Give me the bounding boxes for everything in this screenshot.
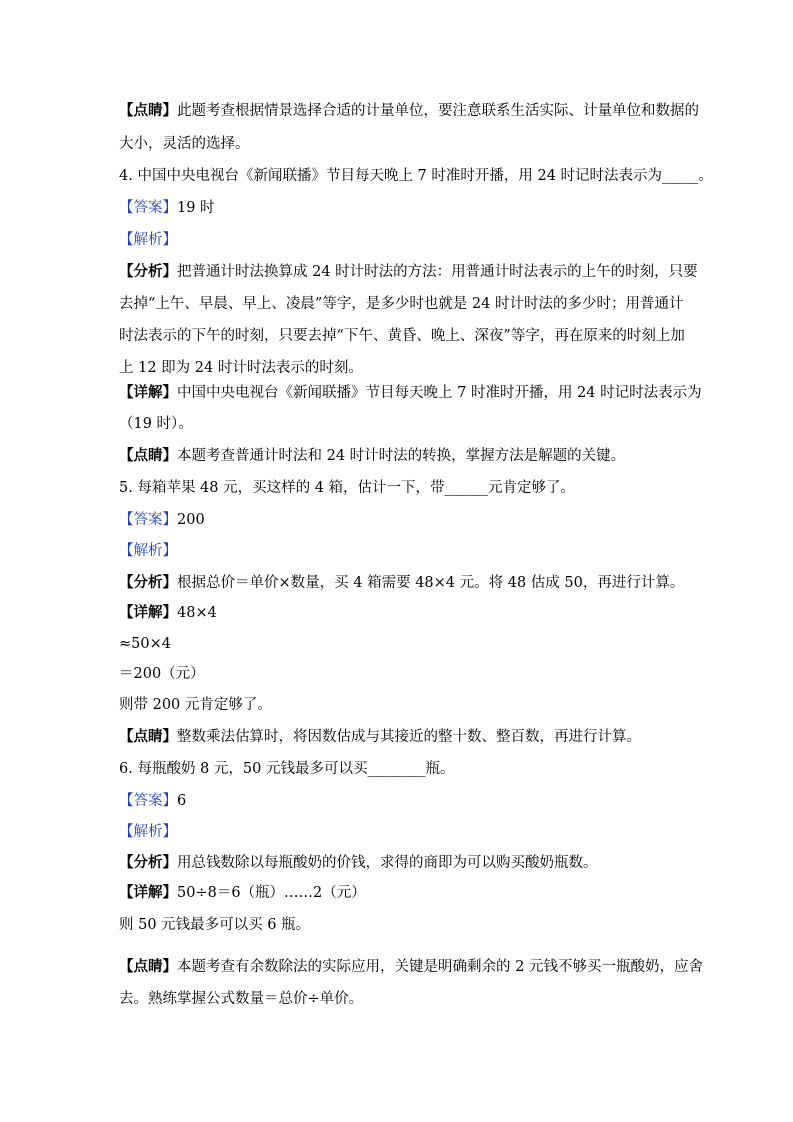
xiangjie-text: 中国中央电视台《新闻联播》节目每天晚上 7 时准时开播，用 24 时记时法表示为 bbox=[177, 385, 702, 401]
dianjing-tag: 【点睛】 bbox=[119, 728, 177, 745]
dianjing-text: 整数乘法估算时，将因数估成与其接近的整十数、整百数，再进行计算。 bbox=[177, 729, 641, 745]
q5-analysis-tag bbox=[119, 541, 679, 561]
q5-xiangjie-line1 bbox=[119, 603, 679, 623]
fenxi-text: 把普通计时法换算成 24 时计时法的方法：用普通计时法表示的上午的时刻，只要 bbox=[177, 264, 698, 280]
dianjing-text: 本题考查有余数除法的实际应用，关键是明确剩余的 2 元钱不够买一瓶酸奶，应舍 bbox=[177, 959, 703, 975]
analysis-tag: 【解析】 bbox=[119, 232, 177, 248]
q4-dianjing bbox=[119, 446, 679, 466]
q5-xiangjie-line3: ＝200（元） bbox=[119, 666, 205, 682]
q6-dianjing-line1 bbox=[119, 957, 703, 977]
answer-text: 19 时 bbox=[177, 200, 215, 216]
xiangjie-text: 50÷8＝6（瓶）……2（元） bbox=[177, 885, 366, 901]
q6-fenxi bbox=[119, 853, 679, 873]
fenxi-tag: 【分析】 bbox=[119, 263, 177, 280]
q5-fenxi bbox=[119, 573, 685, 593]
fenxi-tag: 【分析】 bbox=[119, 574, 177, 591]
fenxi-text: 用总钱数除以每瓶酸奶的价钱，求得的商即为可以购买酸奶瓶数。 bbox=[177, 855, 598, 871]
q4-question: 4. 中国中央电视台《新闻联播》节目每天晚上 7 时准时开播，用 24 时记时法表示为_____。 bbox=[119, 168, 713, 184]
answer-text: 6 bbox=[177, 793, 187, 809]
dianjing-tag: 【点睛】 bbox=[119, 447, 177, 464]
q6-answer bbox=[119, 791, 679, 811]
q5-dianjing bbox=[119, 727, 679, 747]
q4-fenxi-line1 bbox=[119, 262, 698, 282]
p0-dianjing-line1 bbox=[119, 101, 699, 121]
q5-answer bbox=[119, 510, 679, 530]
q4-xiangjie-line2: （19 时）。 bbox=[119, 416, 193, 432]
q5-xiangjie-line2: ≈50×4 bbox=[119, 636, 171, 652]
q5-xiangjie-line4: 则带 200 元肯定够了。 bbox=[119, 697, 272, 713]
q6-xiangjie-line1 bbox=[119, 883, 679, 903]
fenxi-tag: 【分析】 bbox=[119, 854, 177, 871]
q4-fenxi-line4: 上 12 即为 24 时计时法表示的时刻。 bbox=[119, 360, 363, 376]
q4-fenxi-line2: 去掉“上午、早晨、早上、凌晨”等字，是多少时也就是 24 时计时法的多少时；用普通计 bbox=[119, 296, 684, 312]
analysis-tag: 【解析】 bbox=[119, 543, 177, 559]
answer-text: 200 bbox=[177, 512, 205, 528]
xiangjie-tag: 【详解】 bbox=[119, 384, 177, 401]
dianjing-tag: 【点睛】 bbox=[119, 958, 177, 975]
q4-analysis-tag bbox=[119, 230, 679, 250]
dianjing-text: 本题考查普通计时法和 24 时计时法的转换，掌握方法是解题的关键。 bbox=[177, 448, 626, 464]
q4-xiangjie-line1 bbox=[119, 383, 702, 403]
q4-fenxi-line3: 时法表示的下午的时刻，只要去掉“下午、黄昏、晚上、深夜”等字，再在原来的时刻上加 bbox=[119, 328, 685, 344]
xiangjie-tag: 【详解】 bbox=[119, 604, 177, 621]
analysis-tag: 【解析】 bbox=[119, 824, 177, 840]
answer-tag: 【答案】 bbox=[119, 512, 177, 528]
fenxi-text: 根据总价＝单价×数量，买 4 箱需要 48×4 元。将 48 估成 50，再进行计算。 bbox=[177, 575, 685, 591]
q6-xiangjie-line2: 则 50 元钱最多可以买 6 瓶。 bbox=[119, 917, 311, 933]
answer-tag: 【答案】 bbox=[119, 793, 177, 809]
xiangjie-tag: 【详解】 bbox=[119, 884, 177, 901]
q6-dianjing-line2: 去。熟练掌握公式数量＝总价÷单价。 bbox=[119, 991, 364, 1007]
q4-answer bbox=[119, 198, 679, 218]
p0-dianjing-line2: 大小，灵活的选择。 bbox=[119, 136, 250, 152]
answer-tag: 【答案】 bbox=[119, 200, 177, 216]
xiangjie-text: 48×4 bbox=[177, 605, 217, 621]
q5-question: 5. 每箱苹果 48 元，买这样的 4 箱，估计一下，带______元肯定够了。 bbox=[119, 480, 576, 496]
dianjing-tag: 【点睛】 bbox=[119, 102, 177, 119]
dianjing-text: 此题考查根据情景选择合适的计量单位，要注意联系生活实际、计量单位和数据的 bbox=[177, 103, 699, 119]
q6-question: 6. 每瓶酸奶 8 元，50 元钱最多可以买________瓶。 bbox=[119, 761, 455, 777]
q6-analysis-tag bbox=[119, 822, 679, 842]
